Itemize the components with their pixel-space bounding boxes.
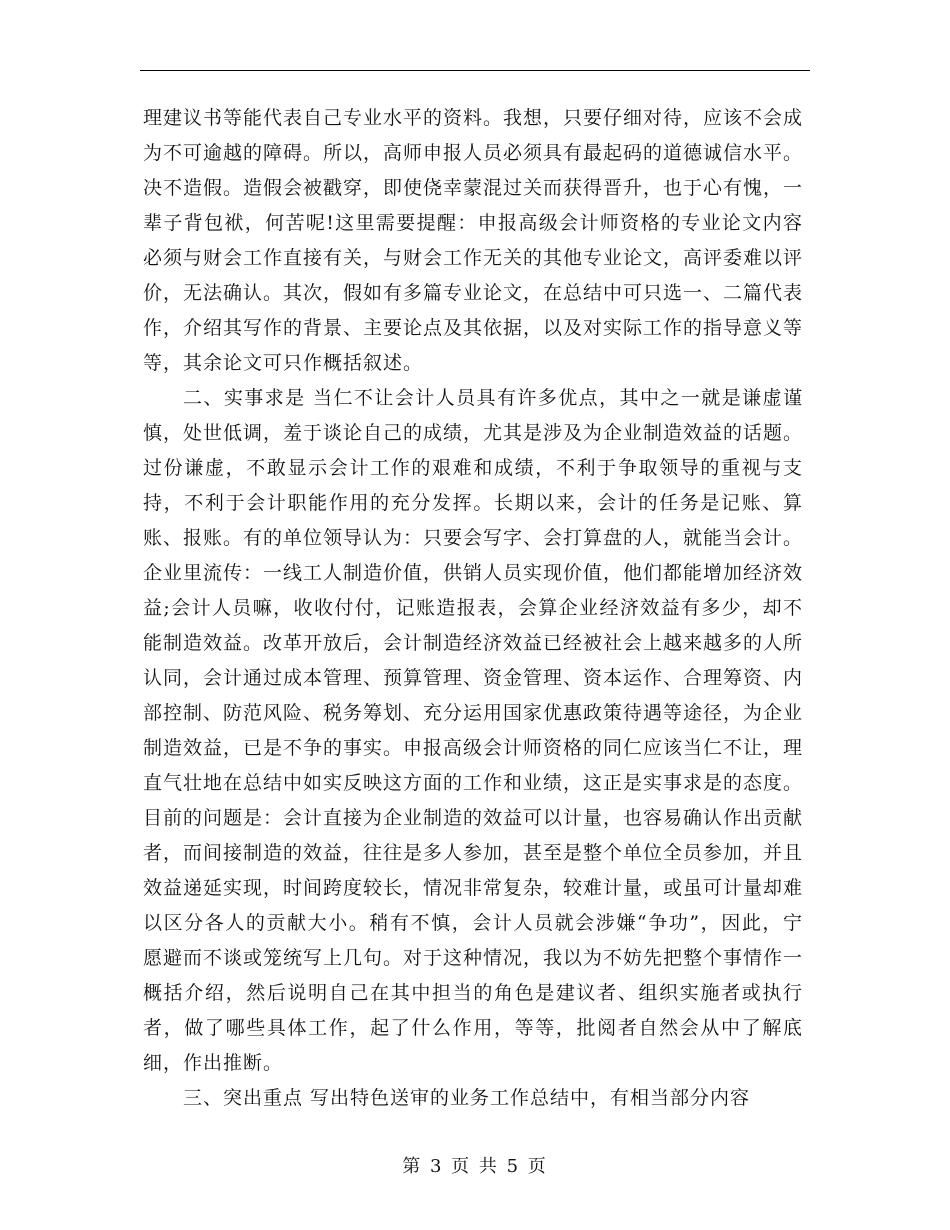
header-rule [140,70,810,71]
paragraph-continued: 理建议书等能代表自己专业水平的资料。我想，只要仔细对待，应该不会成为不可逾越的障碍。所以，高师申报人员必须具有最起码的道德诚信水平。决不造假。造假会被戳穿，即使侥幸蒙混过关而获得晋升，也于心有愧，一辈子背包袱，何苦呢!这里需要提醒：申报高级会计师资格的专业论文内容必须与财会工作直接有关，与财会工作无关的其他专业论文，高评委难以评价，无法确认。其次，假如有多篇专业论文，在总结中可只选一、二篇代表作，介绍其写作的背景、主要论点及其依据，以及对实际工作的指导意义等等，其余论文可只作概括叙述。 [143,107,804,374]
page-number-footer: 第 3 页 共 5 页 [402,1156,548,1177]
paragraph-section-three: 三、突出重点 写出特色送审的业务工作总结中，有相当部分内容 [183,1087,751,1109]
document-body [143,101,803,1116]
paragraph-section-two: 二、实事求是 当仁不让会计人员具有许多优点，其中之一就是谦虚谨慎，处世低调，羞于谈论自己的成绩，尤其是涉及为企业制造效益的话题。过份谦虚，不敢显示会计工作的艰难和成绩，不利于争取领导的重视与支持，不利于会计职能作用的充分发挥。长期以来，会计的任务是记账、算账、报账。有的单位领导认为：只要会写字、会打算盘的人，就能当会计。企业里流传：一线工人制造价值，供销人员实现价值，他们都能增加经济效益;会计人员嘛，收收付付，记账造报表，会算企业经济效益有多少，却不能制造效益。改革开放后，会计制造经济效益已经被社会上越来越多的人所认同，会计通过成本管理、预算管理、资金管理、资本运作、合理筹资、内部控制、防范风险、税务筹划、充分运用国家优惠政策待遇等途径，为企业制造效益，已是不争的事实。申报高级会计师资格的同仁应该当仁不让，理直气壮地在总结中如实反映这方面的工作和业绩，这正是实事求是的态度。目前的问题是：会计直接为企业制造的效益可以计量，也容易确认作出贡献者，而间接制造的效益，往往是多人参加，甚至是整个单位全员参加，并且效益递延实现，时间跨度较长，情况非常复杂，较难计量，或虽可计量却难以区分各人的贡献大小。稍有不慎，会计人员就会涉嫌“争功”，因此，宁愿避而不谈或笼统写上几句。对于这种情况，我以为不妨先把整个事情作一概括介绍，然后说明自己在其中担当的角色是建议者、组织实施者或执行者，做了哪些具体工作，起了什么作用，等等，批阅者自然会从中了解底细，作出推断。 [143,387,804,1074]
